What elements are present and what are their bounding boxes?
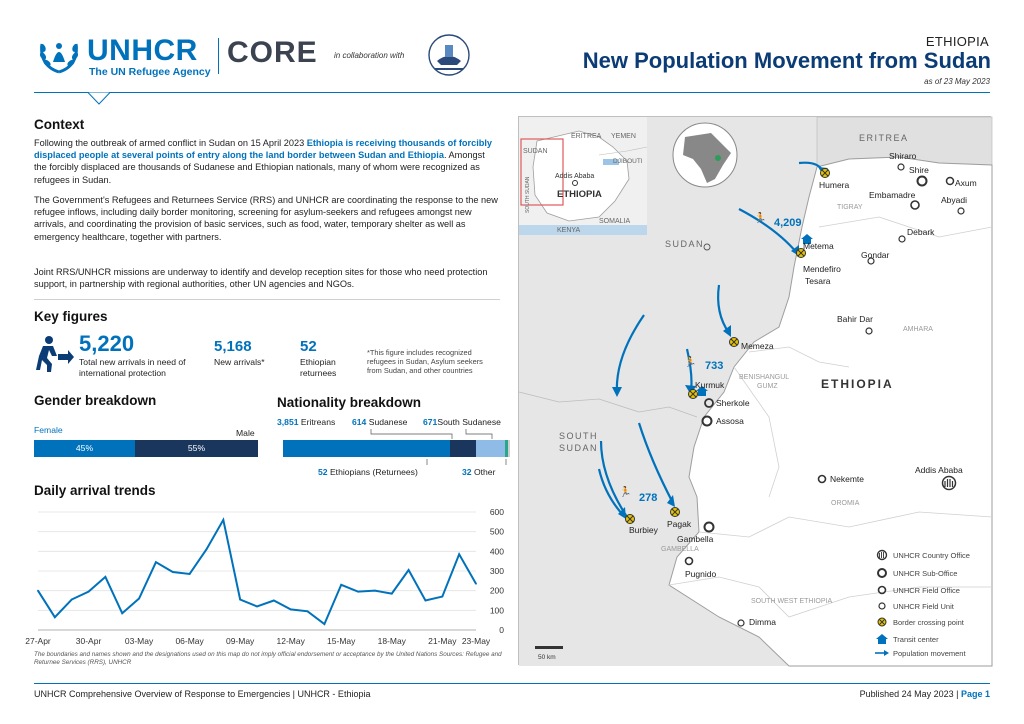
data-point	[374, 590, 376, 592]
inset-label-ethiopia: ETHIOPIA	[557, 189, 602, 200]
context-paragraph-1	[34, 137, 500, 186]
ethiopians-value: 52	[318, 467, 328, 477]
data-point	[408, 569, 410, 571]
label-burbiey: Burbiey	[629, 525, 658, 535]
label-pagak: Pagak	[667, 519, 692, 529]
data-point	[155, 561, 157, 563]
inset-label-djibouti: DJIBOUTI	[613, 158, 643, 165]
label-gumz: GUMZ	[757, 383, 778, 390]
label-mendefiro: Mendefiro	[803, 264, 841, 274]
x-tick-label: 27-Apr	[25, 636, 51, 646]
data-point	[458, 553, 460, 555]
data-point	[172, 571, 174, 573]
returnees-value: 52	[300, 338, 317, 355]
context-paragraph-2: The Government's Refugees and Returnees Service (RRS) and UNHCR are coordinating the response to the new refugee inflows, including daily border monitoring, screening for asylum-seekers and refugees amongst new arrivals, and coordinating the provision of basic services, such as food, water, temporary shelter as well as emergency healthcare, together with partners.	[34, 195, 498, 242]
label-shiraro: Shiraro	[889, 151, 917, 161]
eritreans-text: Eritreans	[298, 417, 336, 427]
y-tick-label: 100	[489, 605, 504, 616]
label-gondar: Gondar	[861, 250, 890, 260]
x-tick-label: 18-May	[377, 636, 406, 646]
data-point	[425, 600, 427, 602]
context-paragraph-3: Joint RRS/UNHCR missions are underway to identify and develop reception sites for those who need protection support, in partnership with regional authorities, other UN agencies and NGOs.	[34, 267, 488, 290]
svg-text:🏃: 🏃	[754, 213, 767, 224]
label-addis-ababa: Addis Ababa	[915, 465, 963, 475]
data-point	[256, 606, 258, 608]
x-tick-label: 12-May	[276, 636, 305, 646]
label-sudan: SUDAN	[665, 239, 705, 249]
data-point	[121, 612, 123, 614]
svg-text:🏃: 🏃	[684, 357, 697, 368]
inset-map	[519, 117, 647, 235]
x-tick-label: 09-May	[225, 636, 255, 646]
label-pugnido: Pugnido	[685, 569, 717, 579]
collaboration-text: in collaboration with	[334, 51, 405, 60]
context-p1-text: Following the outbreak of armed conflict in Sudan on 15 April 2023	[34, 138, 307, 148]
data-point	[239, 599, 241, 601]
header-rule	[34, 92, 990, 93]
label-eritrea: ERITREA	[859, 133, 909, 143]
unhcr-logo-subtitle: The UN Refugee Agency	[89, 66, 211, 78]
key-figures-title: Key figures	[34, 309, 108, 324]
header-date: as of 23 May 2023	[924, 77, 990, 86]
data-point	[340, 584, 342, 586]
legend-transit: Transit center	[893, 635, 939, 644]
label-gambella: Gambella	[677, 534, 714, 544]
rrs-logo-icon	[427, 33, 471, 77]
logo-divider	[218, 38, 219, 74]
label-sherkole: Sherkole	[716, 398, 750, 408]
data-point	[323, 623, 325, 625]
inset-label-addis: Addis Ababa	[555, 173, 595, 180]
total-arrivals-label: Total new arrivals in need of international protection	[79, 357, 186, 378]
inset-label-sudan: SUDAN	[523, 148, 548, 155]
footer-published: Published 24 May 2023 |	[859, 689, 961, 699]
inset-label-somalia: SOMALIA	[599, 218, 631, 225]
data-point	[54, 616, 56, 618]
context-p1-text-end: . Amongst the forcibly displaced are thousands of Sudanese and Ethiopian nationals, many of whom were recognized as refugees in Sudan.	[34, 150, 485, 185]
sudanese-text: Sudanese	[368, 417, 408, 427]
page-title: New Population Movement from Sudan	[582, 48, 991, 73]
y-tick-label: 0	[499, 625, 504, 635]
other-label	[462, 467, 495, 477]
label-metema: Metema	[803, 241, 834, 251]
data-point	[71, 599, 73, 601]
context-p1-highlight: Ethiopia is receiving thousands of forcibly displaced people at several points of entry along the land border between Sudan and Ethiopia	[34, 138, 493, 161]
data-point	[138, 598, 140, 600]
daily-trends-title: Daily arrival trends	[34, 483, 156, 498]
y-tick-label: 500	[489, 526, 504, 537]
nationality-title: Nationality breakdown	[277, 395, 422, 410]
label-axum: Axum	[955, 178, 977, 188]
new-arrivals-value: 5,168	[214, 338, 252, 355]
data-point	[475, 583, 477, 585]
label-tesara: Tesara	[805, 276, 831, 286]
data-point	[189, 573, 191, 575]
key-figures-note: *This figure includes recognized refugees in Sudan, Asylum seekers from Sudan, and other countries	[367, 348, 483, 376]
label-kurmuk: Kurmuk	[695, 380, 725, 390]
south-sudanese-text: South Sudanese	[437, 417, 501, 427]
footer-right	[860, 689, 990, 699]
new-arrivals-icon	[34, 334, 74, 374]
label-amhara: AMHARA	[903, 326, 933, 333]
x-tick-label: 15-May	[327, 636, 356, 646]
label-south-sudan-1: SOUTH	[559, 431, 598, 441]
total-arrivals-value: 5,220	[79, 331, 135, 356]
ethiopians-label	[318, 467, 418, 477]
south-sudanese-value: 671	[423, 417, 438, 427]
daily-arrivals-chart	[25, 500, 508, 650]
divider	[34, 299, 500, 300]
country-office-icon	[943, 477, 956, 490]
header-country: ETHIOPIA	[925, 34, 989, 49]
label-ethiopia: ETHIOPIA	[821, 377, 894, 391]
data-point	[307, 610, 309, 612]
context-title: Context	[34, 117, 85, 132]
gender-title: Gender breakdown	[34, 393, 157, 408]
ethiopia-map	[519, 117, 992, 666]
eritreans-value: 3,851	[277, 417, 299, 427]
x-tick-label: 06-May	[175, 636, 204, 646]
label-nekemte: Nekemte	[830, 474, 865, 484]
legend-sub-office: UNHCR Sub-Office	[893, 569, 958, 578]
x-tick-label: 21-May	[428, 636, 457, 646]
legend-border-point: Border crossing point	[893, 618, 964, 627]
label-abyadi: Abyadi	[941, 195, 967, 205]
female-bar: 45%	[34, 440, 135, 457]
legend-movement: Population movement	[893, 649, 966, 658]
flow-metema-value: 4,209	[774, 217, 802, 229]
label-south-west-ethiopia: SOUTH WEST ETHIOPIA	[751, 598, 833, 605]
label-bahir-dar: Bahir Dar	[837, 314, 873, 324]
arrivals-line	[38, 520, 476, 624]
data-point	[441, 596, 443, 598]
label-south-sudan-2: SUDAN	[559, 443, 599, 453]
label-embamadre: Embamadre	[869, 190, 916, 200]
label-gambella-region: GAMBELLA	[661, 546, 699, 553]
header-notch	[88, 92, 110, 106]
map-panel[interactable]	[518, 116, 991, 665]
data-point	[88, 591, 90, 593]
map-disclaimer: The boundaries and names shown and the designations used on this map do not imply official endorsement or acceptance by the United Nations Sources: Refugee and Returnee Services (RRS), UNHCR	[34, 651, 502, 666]
footer-left: UNHCR Comprehensive Overview of Response to Emergencies | UNHCR - Ethiopia	[34, 689, 371, 699]
label-debark: Debark	[907, 227, 935, 237]
legend-field-unit: UNHCR Field Unit	[893, 602, 954, 611]
male-label: Male	[236, 428, 255, 438]
male-bar: 55%	[135, 440, 258, 457]
data-point	[357, 591, 359, 593]
inset-label-eritrea: ERITREA	[571, 133, 602, 140]
data-point	[37, 590, 39, 592]
x-tick-label: 30-Apr	[75, 636, 102, 646]
inset-label-south-sudan: SOUTH SUDAN	[525, 176, 531, 213]
svg-text:🏃: 🏃	[619, 487, 632, 498]
header	[0, 0, 1024, 100]
africa-globe-icon	[673, 123, 737, 187]
y-tick-label: 200	[489, 585, 504, 596]
y-tick-label: 300	[489, 566, 504, 576]
data-point	[206, 548, 208, 550]
flow-kurmuk-value: 733	[705, 360, 724, 372]
label-dimma: Dimma	[749, 617, 776, 627]
data-point	[104, 576, 106, 578]
inset-label-kenya: KENYA	[557, 227, 581, 234]
label-assosa: Assosa	[716, 416, 744, 426]
data-point	[273, 600, 275, 602]
female-label: Female	[34, 425, 63, 435]
label-oromia: OROMIA	[831, 500, 860, 507]
x-tick-label: 23-May	[461, 636, 491, 646]
data-point	[222, 519, 224, 521]
y-tick-label: 400	[489, 546, 504, 557]
scale-label: 50 km	[538, 654, 556, 661]
data-point	[290, 608, 292, 610]
returnees-label: Ethiopian returnees	[300, 357, 337, 378]
sudanese-value: 614	[352, 417, 367, 427]
legend-country-office: UNHCR Country Office	[893, 551, 970, 560]
label-benishangul: BENISHANGUL	[739, 374, 790, 381]
other-value: 32	[462, 467, 472, 477]
inset-label-yemen: YEMEN	[611, 133, 636, 140]
other-text: Other	[471, 467, 496, 477]
footer-rule	[34, 683, 990, 684]
label-shire: Shire	[909, 165, 929, 175]
core-logo: CORE	[227, 36, 318, 69]
new-arrivals-label: New arrivals*	[214, 357, 265, 367]
unhcr-laurel-icon	[34, 34, 84, 78]
legend-field-office: UNHCR Field Office	[893, 586, 960, 595]
label-memeza: Memeza	[741, 341, 774, 351]
footer-page-number: Page 1	[960, 689, 990, 699]
y-tick-label: 600	[489, 507, 504, 517]
unhcr-logo-text: UNHCR	[87, 34, 198, 67]
data-point	[391, 593, 393, 595]
label-tigray: TIGRAY	[837, 204, 863, 211]
x-tick-label: 03-May	[124, 636, 154, 646]
label-humera: Humera	[819, 180, 850, 190]
flow-pagak-value: 278	[639, 492, 658, 504]
ethiopians-text: Ethiopians (Returnees)	[327, 467, 418, 477]
